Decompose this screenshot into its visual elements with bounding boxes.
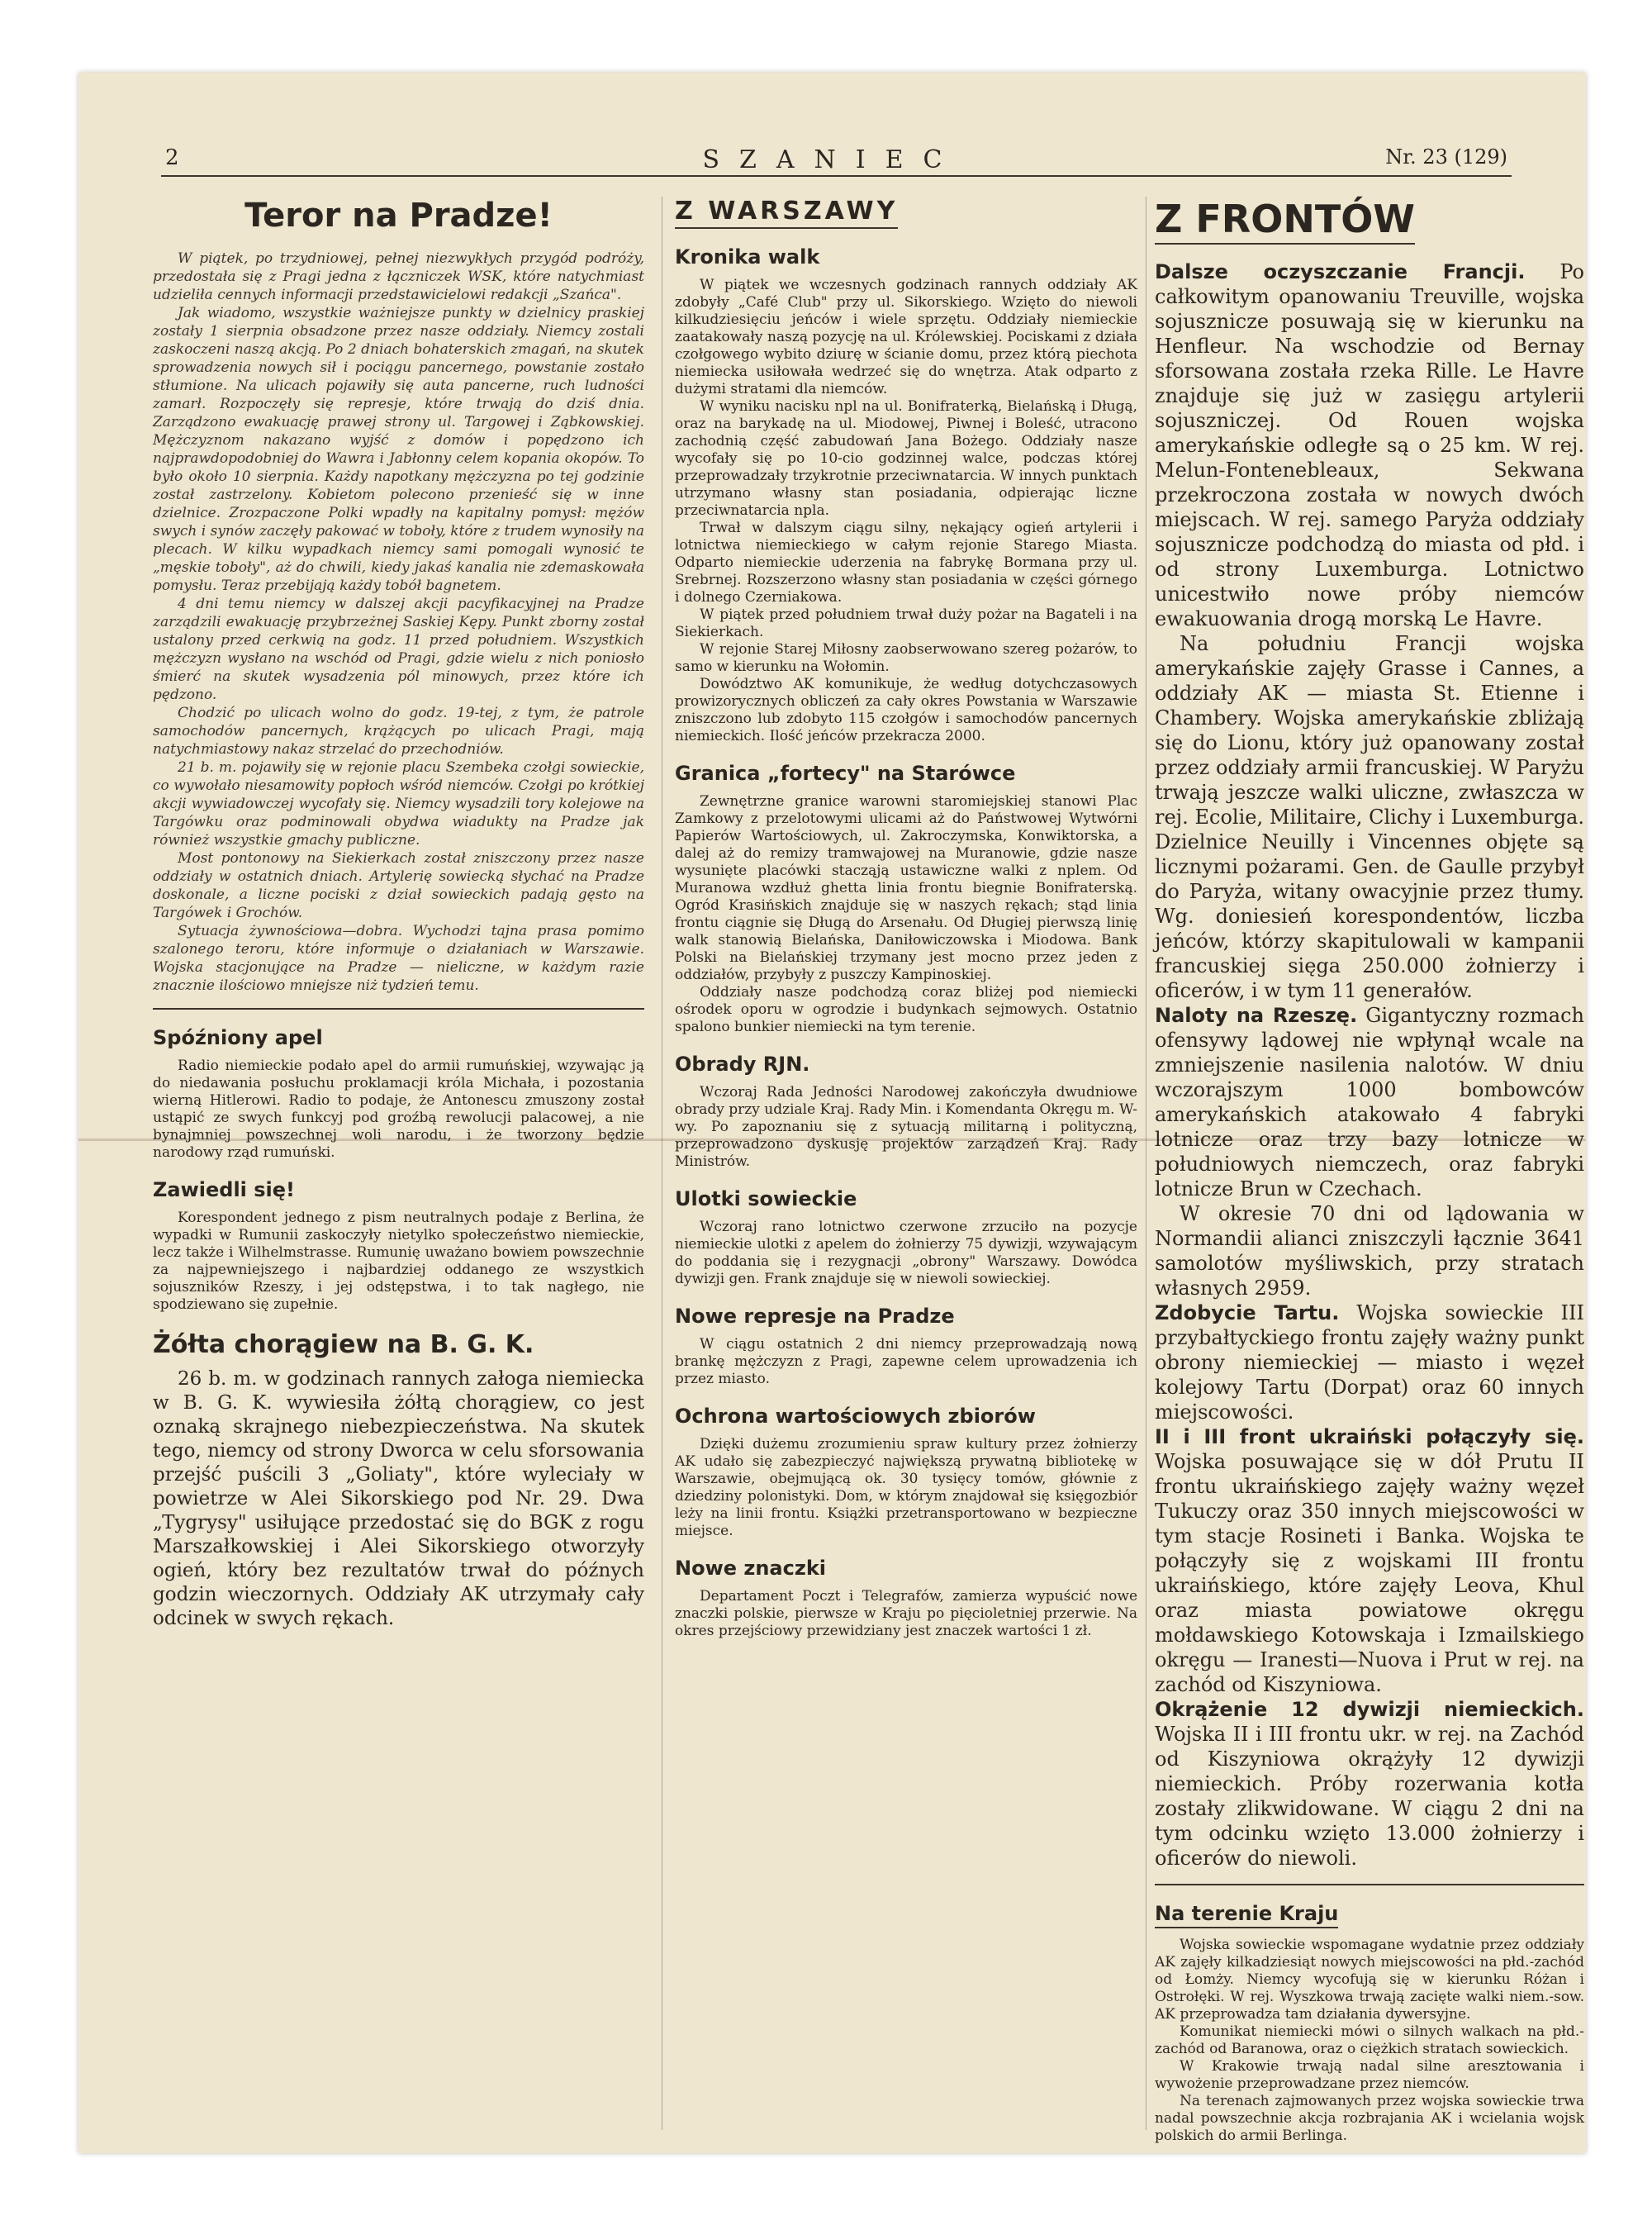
article-paragraph: Wczoraj Rada Jedności Narodowej zakończyła dwudniowe obrady przy udziale Kraj. Rady Min. i Komendanta Okręgu m. W-wy. Po zapoznaniu się z sytuacją militarną i polityczną, przeprowadzono dyskusję projektów zarządzeń Kraj. Rady Ministrów. (675, 1084, 1137, 1170)
article-title: Żółta chorągiew na B. G. K. (153, 1330, 534, 1359)
report-lead: II i III front ukraiński połączyły się. (1155, 1425, 1584, 1448)
masthead-rule (161, 175, 1512, 177)
article-title: Ulotki sowieckie (675, 1187, 857, 1210)
front-report (1155, 1697, 1584, 1871)
report-lead: Okrążenie 12 dywizji niemieckich. (1155, 1698, 1584, 1721)
article-paragraph: W Krakowie trwają nadal silne aresztowania i wywożenie przeprowadzane przez niemców. (1155, 2058, 1584, 2092)
article-paragraph: Zewnętrzne granice warowni staromiejskiej stanowi Plac Zamkowy z przelotowymi ulicami aż do Państwowej Wytwórni Papierów Wartościowych, ul. Zakroczymska, Konwiktorska, a dalej aż do remizy tramwajowej na Muranowie, gdzie nasze wysunięte placówki stacząją ustawiczne walki z nplem. Od Muranowa wzdłuż ghetta linia frontu biegnie Bonifraterską. Ogród Krasińskich znajduje się w naszych rękach; stąd linia frontu ciągnie się Długą do Arsenału. Od Długiej pierwszą linię walk stanowią Bielańska, Daniłowiczowska i Miodowa. Bank Polski na Bielańskiej trzymany jest mocno przez jeden z oddziałów, przybyły z puszczy Kampinoskiej. (675, 793, 1137, 983)
article-paragraph: Sytuacja żywnościowa—dobra. Wychodzi tajna prasa pomimo szalonego teroru, które informuje o działaniach w Warszawie. Wojska stacjonujące na Pradze — nieliczne, w każdym razie znacznie ilościowo mniejsze niż tydzień temu. (153, 923, 644, 994)
article-paragraph: W piątek we wczesnych godzinach rannych oddziały AK zdobyły „Café Club" przy ul. Sikorskiego. Wzięto do niewoli kilkudziesięciu jeńców i wiele sprzętu. Oddziały niemieckie zaatakowały naszą pozycję na ul. Królewskiej. Pociskami z działa czołgowego wybito dziurę w ścianie domu, przez którą piechota niemiecka usiłowała wedrzeć się do wnętrza. Atak odparto z dużymi stratami dla niemców. (675, 277, 1137, 397)
article-paragraph: W piątek, po trzydniowej, pełnej niezwykłych przygód podróży, przedostała się z Pragi jedna z łączniczek WSK, które natychmiast udzieliła cennych informacji przedstawicielowi redakcji „Szańca". (153, 250, 644, 303)
article-paragraph: Komunikat niemiecki mówi o silnych walkach na płd.-zachód od Baranowa, oraz o ciężkich stratach sowieckich. (1155, 2023, 1584, 2057)
newspaper-title: SZANIEC (702, 145, 962, 174)
front-report (1155, 1201, 1584, 1300)
article-paragraph: W piątek przed południem trwał duży pożar na Bagateli i na Siekierkach. (675, 606, 1137, 640)
article-paragraph: Na terenach zajmowanych przez wojska sowieckie trwa nadal powszechnie akcja rozbrajania AK i wcielania wojsk polskich do armii Berlinga. (1155, 2093, 1584, 2144)
article-paragraph: Wczoraj rano lotnictwo czerwone zrzuciło na pozycje niemieckie ulotki z apelem do żołnierzy 75 dywizji, wzywającym do poddania się i rezygnacji „obrony" Warszawy. Dowódca dywizji gen. Frank znajduje się w niewoli sowieckiej. (675, 1219, 1137, 1287)
section-header (675, 197, 1137, 229)
front-report (1155, 259, 1584, 631)
article-paragraph: Dzięki dużemu zrozumieniu spraw kultury przez żołnierzy AK udało się zabezpieczyć największą prywatną bibliotekę w Warszawie, obejmującą ok. 30 tysięcy tomów, głównie z dziedziny polonistyki. Dom, w którym znajdował się księgozbiór leży na linii frontu. Książki przetransportowano w bezpieczne miejsce. (675, 1436, 1137, 1539)
masthead (78, 145, 1586, 178)
article-paragraph: Radio niemieckie podało apel do armii rumuńskiej, wzywając ją do niedawania posłuchu proklamacji króla Michała, i pozostania wierną Hitlerowi. Radio to podaje, że Antonescu zmuszony został ustąpić ze swych funkcyj pod groźbą rewolucji palacowej, a nie bynajmniej powszechnej woli narodu, i że tworzony będzie narodowy rząd rumuński. (153, 1058, 644, 1161)
article-paragraph: 21 b. m. pojawiły się w rejonie placu Szembeka czołgi sowieckie, co wywołało niesamowity popłoch wśród niemców. Czołgi po krótkiej akcji wywiadowczej wycofały się. Niemcy wysadzili tory kolejowe na Targówku oraz podminowali obydwa wiadukty na Pradze jak również wszystkie gmachy publiczne. (153, 759, 644, 849)
section-header-text: Z WARSZAWY (675, 197, 898, 229)
article-paragraph: 26 b. m. w godzinach rannych załoga niemiecka w B. G. K. wywiesiła żółtą chorągiew, co jest oznaką skrajnego niebezpieczeństwa. Na skutek tego, niemcy od strony Dworca w celu sforsowania przejść puścili 3 „Goliaty", które wyleciały w powietrze w Alei Sikorskiego pod Nr. 29. Dwa „Tygrysy" usiłujące przedostać się do BGK z rogu Marszałkowskiej i Alei Sikorskiego otworzyły ogień, który bez rezultatów trwał do późnych godzin wieczornych. Oddziały AK utrzymały cały odcinek w swych rękach. (153, 1368, 644, 1629)
article-title: Zawiedli się! (153, 1178, 295, 1201)
article-paragraph: W ciągu ostatnich 2 dni niemcy przeprowadzają nową brankę mężczyzn z Pragi, zapewne celem uprowadzenia ich przez miasto. (675, 1336, 1137, 1387)
report-text: Wojska II i III frontu ukr. w rej. na Zachód od Kiszyniowa okrążyły 12 dywizji niemieckich. Próby rozerwania kotła zostały zlikwidowane. W ciągu 2 dni na tym odcinku wzięto 13.000 żołnierzy i oficerów do niewoli. (1155, 1723, 1584, 1870)
article-paragraph: Trwał w dalszym ciągu silny, nękający ogień artylerii i lotnictwa niemieckiego w całym rejonie Starego Miasta. Odparto niemieckie uderzenia na fabrykę Bormana przy ul. Srebrnej. Rozszerzono własny stan posiadania w części górnego i dolnego Czerniakowa. (675, 520, 1137, 606)
report-text: Wojska posuwające się w dół Prutu II frontu ukraińskiego zajęły ważny węzeł Tukuczy oraz 350 innych miejscowości w tym stacje Rosineti i Banka. Wojska te połączyły się z wojskami III frontu ukraińskiego, które zajęły Leova, Khul oraz miasta powiatowe okręgu mołdawskiego Kotowskaja i Izmailskiego okręgu — Iranesti—Nuova i Prut w rej. na zachód od Kiszyniowa. (1155, 1450, 1584, 1696)
report-lead: Zdobycie Tartu. (1155, 1301, 1340, 1324)
front-report (1155, 631, 1584, 1003)
section-header (1155, 197, 1584, 245)
section-header-text: Z FRONTÓW (1155, 197, 1415, 245)
article-title: Teror na Pradze! (244, 197, 553, 235)
article-title: Granica „fortecy" na Starówce (675, 762, 1016, 785)
article-title (1155, 1902, 1584, 1928)
article-title: Nowe znaczki (675, 1557, 827, 1580)
article-paragraph: Oddziały nasze podchodzą coraz bliżej pod niemiecki ośrodek oporu w ogrodzie i budynkach sejmowych. Ostatnio spalono bunkier niemiecki na tym terenie. (675, 984, 1137, 1035)
front-report (1155, 1003, 1584, 1201)
column-1 (153, 197, 644, 1631)
report-text: Wojska sowieckie III przybałtyckiego frontu zajęły ważny punkt obrony niemieckiej — miasto i węzeł kolejowy Tartu (Dorpat) oraz 60 innych miejscowości. (1155, 1301, 1584, 1424)
front-report (1155, 1424, 1584, 1697)
report-text: W okresie 70 dni od lądowania w Normandii alianci zniszczyli łącznie 3641 samolotów myśliwskich, przy stratach własnych 2959. (1155, 1202, 1584, 1300)
issue-number: Nr. 23 (129) (1385, 145, 1507, 169)
report-lead: Dalsze oczyszczanie Francji. (1155, 260, 1526, 283)
newspaper-page (78, 73, 1586, 2153)
article-paragraph: W rejonie Starej Miłosny zaobserwowano szereg pożarów, to samo w kierunku na Wołomin. (675, 641, 1137, 675)
report-text: Gigantyczny rozmach ofensywy lądowej nie wpłynął wcale na zmniejszenie nasilenia nalotów. W dniu wczorajszym 1000 bombowców amerykańskich atakowało 4 fabryki lotnicze oraz trzy bazy lotnicze w południowych niemczech, oraz fabryki lotnicze Brun w Czechach. (1155, 1004, 1584, 1200)
article-paragraph: 4 dni temu niemcy w dalszej akcji pacyfikacyjnej na Pradze zarządzili ewakuację przybrzeżnej Saskiej Kępy. Punkt zborny został ustalony przed cerkwią na godz. 11 przed południem. Wszystkich mężczyzn wysłano na wschód od Pragi, gdzie wielu z nich poniosło śmierć na skutek wysadzenia pól minowych, przez które ich pędzono. (153, 596, 644, 703)
article-paragraph: Departament Poczt i Telegrafów, zamierza wypuścić nowe znaczki polskie, pierwsze w Kraju po pięcioletniej przerwie. Na okres przejściowy przewidziany jest znaczek wartości 1 zł. (675, 1588, 1137, 1639)
article-title-text: Na terenie Kraju (1155, 1902, 1338, 1928)
column-3 (1155, 197, 1584, 2145)
section-divider (153, 1008, 644, 1010)
article-paragraph: Most pontonowy na Siekierkach został zniszczony przez nasze oddziały w ostatnich dniach. Artylerię sowiecką słychać na Pradze doskonale, a liczne pociski z dział sowieckich padają gęsto na Targówek i Grochów. (153, 850, 644, 921)
article-title: Spóźniony apel (153, 1026, 323, 1049)
article-title: Obrady RJN. (675, 1053, 810, 1076)
front-report (1155, 1300, 1584, 1424)
report-text: Po całkowitym opanowaniu Treuville, wojska sojusznicze posuwają się w kierunku na Henfleur. Na wschodzie od Bernay sforsowana została rzeka Rille. Le Havre znajduje się już w zasięgu artylerii sojuszniczej. Od Rouen wojska amerykańskie odległe są o 25 km. W rej. Melun-Fontenebleaux, Sekwana przekroczona została w nowych dwóch miejscach. W rej. samego Paryża oddziały sojusznicze podchodzą do miasta od płd. i od strony Luxemburga. Lotnictwo unicestwiło nowe próby niemców ewakuowania drogą morską Le Havre. (1155, 260, 1584, 630)
article-paragraph: W wyniku nacisku npl na ul. Bonifraterką, Bielańską i Długą, oraz na barykadę na ul. Miodowej, Piwnej i Boleść, utracono zachodnią część zabudowań Jana Bożego. Oddziały nasze wycofały się po 10-cio godzinnej walce, podczas której przeprowadzały trzykrotnie przeciwnatarcia. W innych punktach utrzymano własny stan posiadania, odpierając liczne przeciwnatarcia npla. (675, 398, 1137, 519)
report-lead: Naloty na Rzeszę. (1155, 1004, 1358, 1027)
article-paragraph: Wojska sowieckie wspomagane wydatnie przez oddziały AK zajęły kilkadziesiąt nowych miejscowości na płd.-zachód od Łomży. Niemcy wycofują się w kierunku Różan i Ostrołęki. W rej. Wyszkowa trwają zacięte walki niem.-sow. AK przeprowadza tam działania dywersyjne. (1155, 1937, 1584, 2023)
article-title: Kronika walk (675, 245, 820, 269)
article-paragraph: Dowództwo AK komunikuje, że według dotychczasowych prowizorycznych obliczeń za cały okres Powstania w Warszawie zniszczono lub zdobyto 115 czołgów i samochodów pancernych niemieckich. Ilość jeńców przekracza 2000. (675, 676, 1137, 744)
article-paragraph: Chodzić po ulicach wolno do godz. 19-tej, z tym, że patrole samochodów pancernych, krążących po ulicach Pragi, mają natychmiastowy nakaz strzelać do przechodniów. (153, 705, 644, 758)
report-text: Na południu Francji wojska amerykańskie zajęły Grasse i Cannes, a oddziały AK — miasta St. Etienne i Chambery. Wojska amerykańskie zbliżają się do Lionu, który już opanowany został przez oddziały armii francuskiej. W Paryżu trwają jeszcze walki uliczne, zwłaszcza w rej. Ecolie, Militaire, Clichy i Luxemburga. Dzielnice Neuilly i Vincennes objęte są licznymi pożarami. Gen. de Gaulle przybył do Paryża, witany owacyjnie przez tłumy. Wg. doniesień korespondentów, liczba jeńców, którzy skapitulowali w kampanii francuskiej sięga 250.000 żołnierzy i oficerów, i w tym 11 generałów. (1155, 632, 1584, 1002)
article-paragraph: Jak wiadomo, wszystkie ważniejsze punkty w dzielnicy praskiej zostały 1 sierpnia obsadzone przez nasze oddziały. Niemcy zostali zaskoczeni naszą akcją. Po 2 dniach bohaterskich zmagań, na skutek sprowadzenia nowych sił i pociągu pancernego, powstanie zostało stłumione. Na ulicach pojawiły się auta pancerne, ruch ludności zamarł. Rozpoczęły się represje, które trwają do dziś dnia. Zarządzono ewakuację prawej strony ul. Targowej i Ząbkowskiej. Mężczyznom nakazano wyjść z domów i popędzono ich najprawdopodobniej do Wawra i Jabłonny celem kopania okopów. To było około 10 sierpnia. Każdy napotkany mężczyzna po tej godzinie został zastrzelony. Kobietom polecono przenieść się w inne dzielnice. Zrozpaczone Polki wpadły na kapitalny pomysł: mężów swych i synów zaczęły pakować w toboły, które z trudem wynosiły na plecach. W kilku wypadkach niemcy sami pomogali wynosić te „męskie toboły", aż do chwili, kiedy jakaś kanalia nie zdemaskowała pomysłu. Teraz przebijają każdy tobół bagnetem. (153, 305, 644, 594)
article-paragraph: Korespondent jednego z pism neutralnych podaje z Berlina, że wypadki w Rumunii zaskoczyły nietylko społeczeństwo niemieckie, lecz także i Wilhelmstrasse. Rumunię uważano bowiem powszechnie za najpewniejszego i najbardziej oddanego ze wszystkich sojuszników Rzeszy, i jej odstępstwa, i to tak nagłego, nie spodziewano się zupełnie. (153, 1210, 644, 1313)
page-number: 2 (165, 145, 179, 170)
column-2 (675, 197, 1137, 1640)
article-body (153, 250, 644, 995)
article-title: Ochrona wartościowych zbiorów (675, 1405, 1036, 1428)
section-divider (1155, 1884, 1584, 1885)
article-title: Nowe represje na Pradze (675, 1305, 955, 1328)
